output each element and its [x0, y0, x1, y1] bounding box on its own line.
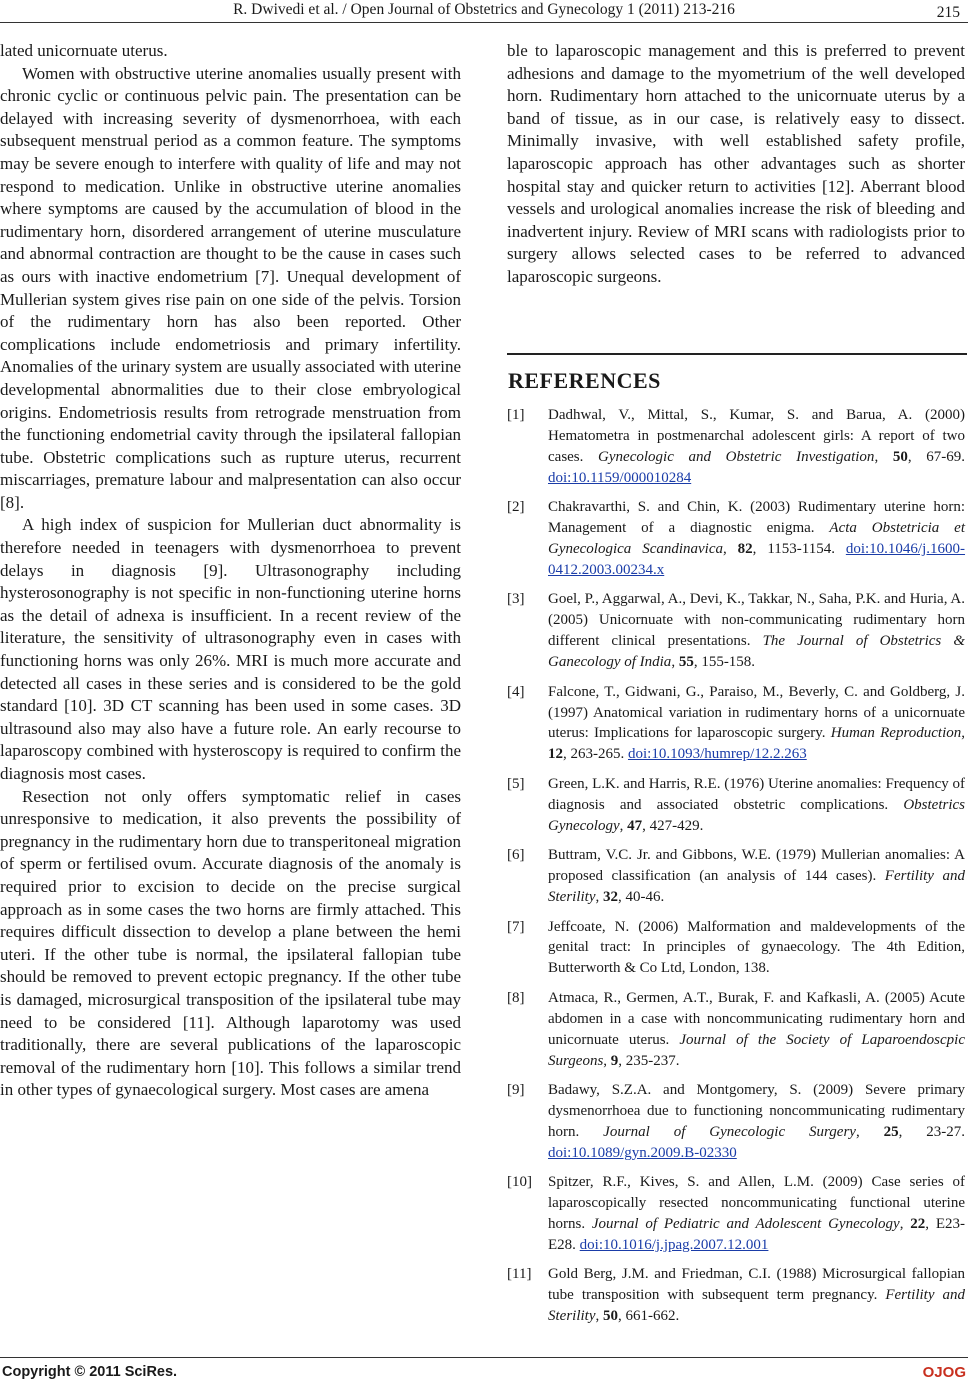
reference-text	[548, 774, 965, 837]
reference-separator: ,	[671, 654, 679, 671]
reference-text	[548, 1264, 965, 1327]
reference-journal: Journal of Gynecologic Surgery	[603, 1123, 856, 1140]
running-head: R. Dwivedi et al. / Open Journal of Obstetrics and Gynecology 1 (2011) 213-216	[233, 1, 735, 18]
section-divider	[507, 353, 967, 355]
reference-volume: 55	[678, 654, 694, 671]
reference-journal: The Journal of Obstetrics & Ganecology of India	[548, 633, 965, 671]
reference-item	[507, 774, 965, 837]
reference-pages: , 67-69.	[907, 448, 965, 465]
reference-pages: , 40-46.	[618, 889, 665, 905]
reference-journal: Journal of the Society of Laparoendoscpic Surgeons	[548, 1031, 965, 1069]
reference-item	[507, 988, 965, 1072]
reference-number: [3]	[507, 591, 525, 608]
doi-link[interactable]: doi:10.1016/j.jpag.2007.12.001	[579, 1236, 769, 1253]
reference-text	[548, 497, 965, 581]
reference-item	[507, 1080, 965, 1164]
reference-pages: , 263-265.	[563, 746, 628, 763]
reference-journal: Journal of Pediatric and Adolescent Gynecology	[591, 1216, 900, 1233]
reference-authors: Spitzer, R.F., Kives, S. and Allen, L.M. (2009) Case series of laparoscopically resected noncommunicating functional uterine horns.	[548, 1174, 965, 1233]
reference-separator: ,	[855, 1123, 884, 1140]
reference-number: [9]	[507, 1082, 525, 1099]
paragraph: A high index of suspicion for Mullerian duct abnormality is therefore needed in teenagers with dysmenorrhoea to prevent delays in diagnosis [9]. Ultrasonography including hysterosonography is not specific in non-functioning uterine horns as the detail of adnexa is insufficient. In a recent review of the literature, the sensitivity of ultrasonography even in cases with functioning horns was only 26%. MRI is much more accurate and detected all cases in these series and is considered to be the gold standard [10]. 3D CT scanning has been used in some cases. 3D ultrasound also may also have a future role. An early recourse to laparoscopy combined with hysteroscopy is required to confirm the diagnosis most cases.	[0, 515, 461, 783]
reference-separator: ,	[899, 1216, 911, 1233]
reference-number: [6]	[507, 847, 525, 864]
doi-link[interactable]: doi:10.1093/humrep/12.2.263	[628, 746, 807, 763]
reference-authors: Green, L.K. and Harris, R.E. (1976) Uterine anomalies: Frequency of diagnosis and associated obstetric complications.	[548, 775, 965, 813]
left-column	[0, 40, 461, 1102]
reference-authors: Chakravarthi, S. and Chin, K. (2003) Rudimentary uterine horn: Management of a diagnostic enigma.	[548, 499, 965, 537]
reference-authors: Goel, P., Aggarwal, A., Devi, K., Takkar, N., Saha, P.K. and Huria, A. (2005) Unicornuate with non-communicating rudimentary horn different clinical presentations.	[548, 591, 965, 650]
reference-pages: , 427-429.	[642, 817, 704, 834]
reference-number: [2]	[507, 499, 525, 516]
reference-journal: Fertility and Sterility	[548, 868, 965, 905]
paragraph: Resection not only offers symptomatic relief in cases unresponsive to medication, it also prevents the possibility of pregnancy in the rudimentary horn due to transperitoneal migration of sperm or fertilised ovum. Accurate diagnosis of the anomaly is required prior to excision to decide on the precise surgical approach as in some cases the two horns are firmly attached. This requires difficult dissection to develop a plane between the hemi uteri. If the other tube is normal, the ipsilateral fallopian tube should be removed to prevent ectopic pregnancy. If the other tube is damaged, microsurgical transposition of the ipsilateral tube may need to be considered [11]. Although laparotomy was used traditionally, there are several publications of the laparoscopic removal of the rudimentary horn [10]. This follows a similar trend in other types of gynaecological surgery. Most cases are amena	[0, 786, 461, 1100]
reference-volume: 82	[737, 541, 753, 558]
references-list	[507, 405, 965, 1336]
reference-separator: ,	[595, 1308, 603, 1325]
reference-number: [1]	[507, 407, 525, 423]
reference-volume: 47	[627, 817, 643, 834]
reference-pages: , E23-E28.	[548, 1216, 965, 1253]
reference-text	[548, 1080, 965, 1164]
journal-abbreviation: OJOG	[922, 1364, 966, 1381]
reference-volume: 22	[910, 1216, 926, 1233]
reference-volume: 32	[603, 889, 618, 905]
reference-volume: 9	[610, 1052, 619, 1069]
reference-authors: Buttram, V.C. Jr. and Gibbons, W.E. (1979) Mullerian anomalies: A proposed classification (an analysis of 144 cases).	[548, 847, 965, 885]
reference-number: [8]	[507, 989, 525, 1006]
reference-volume: 50	[603, 1308, 618, 1325]
references-heading: REFERENCES	[508, 368, 661, 393]
reference-authors: Jeffcoate, N. (2006) Malformation and maldevelopments of the genital tract: In principles of gynaecology. The 4th Edition, Butterworth & Co Ltd, London, 138.	[548, 918, 965, 977]
reference-item	[507, 682, 965, 766]
reference-authors: Dadhwal, V., Mittal, S., Kumar, S. and Barua, A. (2000) Hematometra in postmenarchal adolescent girls: A report of two cases.	[548, 407, 965, 465]
reference-number: [4]	[507, 683, 525, 700]
reference-pages: , 661-662.	[618, 1308, 680, 1325]
reference-authors: Gold Berg, J.M. and Friedman, C.I. (1988) Microsurgical fallopian tube transposition with subsequent term pregnancy.	[548, 1266, 965, 1304]
reference-item	[507, 1172, 965, 1256]
reference-text	[548, 845, 965, 908]
reference-separator: ,	[595, 889, 603, 905]
reference-text	[548, 988, 965, 1072]
footer-divider	[0, 1357, 968, 1358]
reference-volume: 25	[883, 1123, 899, 1140]
reference-number: [5]	[507, 775, 525, 792]
reference-separator: ,	[603, 1052, 611, 1069]
paragraph: Women with obstructive uterine anomalies usually present with chronic cyclic or continuous pelvic pain. The presentation can be delayed with increasing severity of dysmenorrhoea, with each subsequent menstrual period as a common feature. The symptoms may be severe enough to interfere with quality of life and may not respond to medication. Unlike in obstructive uterine anomalies where symptoms are caused by the accumulation of blood in the rudimentary horn, disordered arrangement of uterine musculature and abnormal contraction are thought to be the cause in cases such as ours with inactive endometrium [7]. Unequal development of Mullerian system gives rise pain on one side of the pelvis. Torsion of the rudimentary horn has also been reported. Other complications include endometriosis and primary infertility. Anomalies of the urinary system are usually associated with uterine developmental abnormalities due to their close embryological origins. Endometriosis results from retrograde menstruation from the functioning endometrial cavity through the ipsilateral fallopian tube. Obstetric complications such as rupture uterus, recurrent miscarriages, premature labour and malpresentation can also occur [8].	[0, 63, 461, 512]
reference-pages: , 1153-1154.	[752, 541, 846, 558]
reference-item	[507, 917, 965, 980]
paragraph: lated unicornuate uterus.	[0, 41, 168, 60]
reference-journal: Fertility and Sterility	[548, 1287, 965, 1325]
reference-text	[548, 1172, 965, 1256]
reference-item	[507, 845, 965, 908]
reference-item	[507, 405, 965, 489]
reference-journal: Human Reproduction	[830, 725, 962, 742]
reference-separator: ,	[723, 541, 738, 558]
reference-authors: Atmaca, R., Germen, A.T., Burak, F. and Kafkasli, A. (2005) Acute abdomen in a case with noncommunicating rudimentary horn and unicornuate uterus.	[548, 989, 965, 1048]
reference-authors: Badawy, S.Z.A. and Montgomery, S. (2009) Severe primary dysmenorrhoea due to functioning noncommunicating rudimentary horn.	[548, 1082, 965, 1140]
reference-volume: 12	[548, 746, 563, 763]
reference-text	[548, 405, 965, 489]
reference-authors: Falcone, T., Gidwani, G., Paraiso, M., Beverly, C. and Goldberg, J. (1997) Anatomical variation in rudimentary horns of a unicornuate uterus: Implications for laparoscopic surgery.	[548, 683, 965, 742]
reference-item	[507, 1264, 965, 1327]
doi-link[interactable]: doi:10.1089/gyn.2009.B-02330	[548, 1144, 737, 1161]
reference-text	[548, 917, 965, 980]
reference-number: [10]	[507, 1174, 532, 1191]
reference-journal: Acta Obstetricia et Gynecologica Scandinavica	[548, 520, 965, 558]
reference-separator: ,	[619, 817, 628, 834]
page-header	[0, 0, 968, 23]
reference-number: [11]	[507, 1266, 532, 1283]
reference-number: [7]	[507, 918, 525, 935]
reference-pages: , 23-27.	[898, 1123, 965, 1140]
reference-separator: ,	[961, 725, 965, 742]
reference-item	[507, 497, 965, 581]
paragraph: ble to laparoscopic management and this is preferred to prevent adhesions and damage to the myometrium of the well developed horn. Rudimentary horn attached to the unicornuate uterus by a band of tissue, as in our case, is relatively easy to dissect. Minimally invasive, with well established safety profile, laparoscopic approach has other advantages such as shorter hospital stay and quicker return to activities [12]. Aberrant blood vessels and urological anomalies increase the risk of bleeding and inadvertent injury. Review of MRI scans with radiologists prior to surgery allows selected cases to be referred to advanced laparoscopic surgeons.	[507, 41, 965, 286]
right-column	[507, 40, 965, 289]
reference-journal: Gynecologic and Obstetric Investigation	[598, 448, 875, 465]
copyright-notice: Copyright © 2011 SciRes.	[2, 1364, 178, 1380]
reference-text	[548, 682, 965, 766]
doi-link[interactable]: doi:10.1046/j.1600-0412.2003.00234.x	[548, 541, 966, 578]
reference-pages: , 235-237.	[618, 1052, 680, 1069]
reference-item	[507, 589, 965, 673]
reference-separator: ,	[874, 448, 893, 465]
doi-link[interactable]: doi:10.1159/000010284	[548, 469, 692, 486]
reference-text	[548, 589, 965, 673]
reference-pages: , 155-158.	[693, 654, 756, 671]
reference-volume: 50	[892, 448, 908, 465]
page-number: 215	[936, 4, 960, 21]
reference-journal: Obstetrics Gynecology	[548, 796, 965, 834]
